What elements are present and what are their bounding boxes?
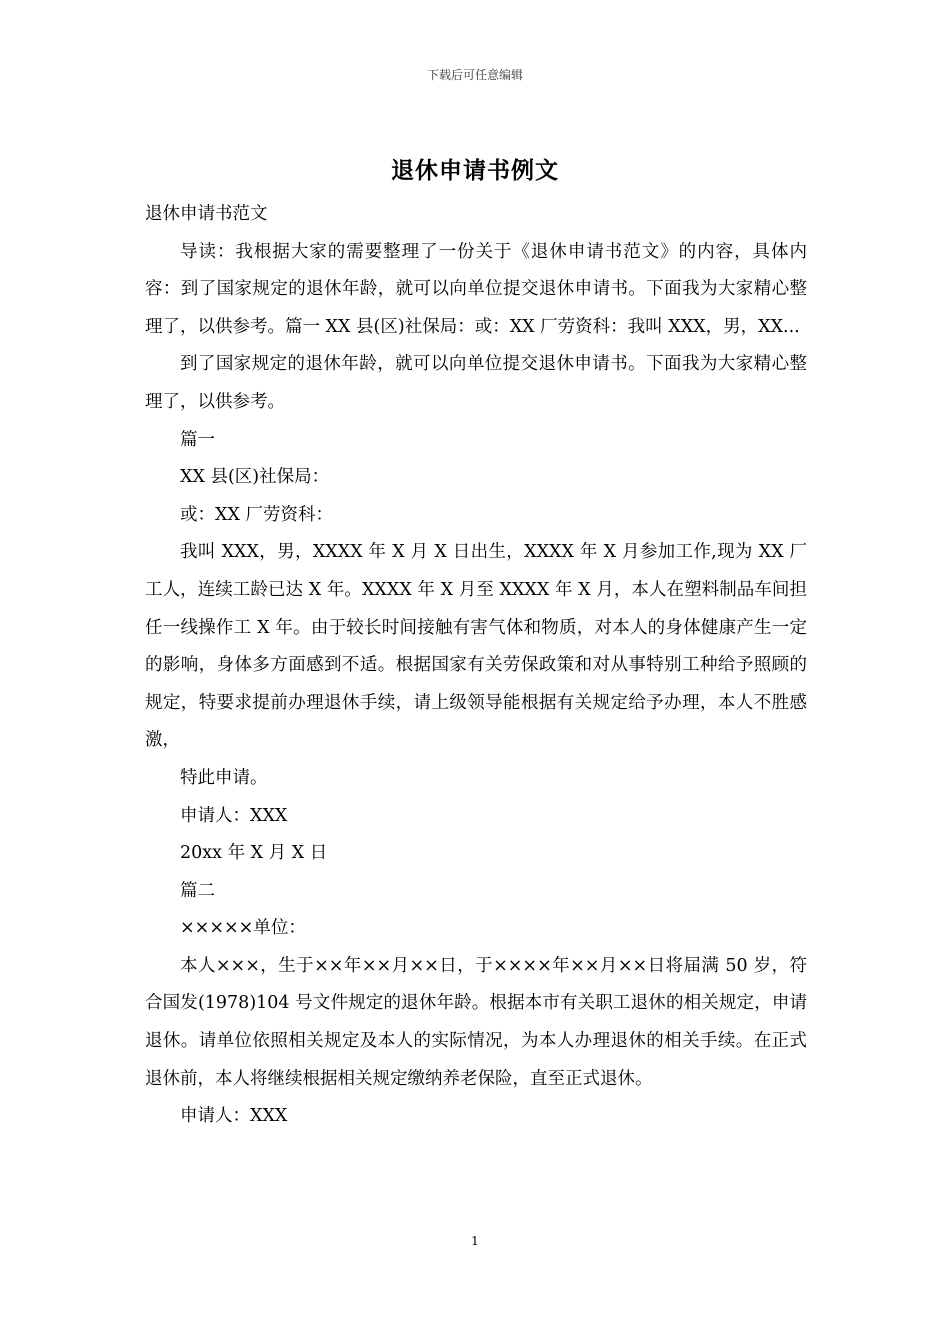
header-note: 下载后可任意编辑 [426,68,523,82]
paragraph: 退休申请书范文 [145,204,268,224]
paragraph: 申请人：XXX [180,805,288,826]
paragraph: 篇二 [180,880,215,901]
paragraph: XX 县(区)社保局： [180,467,330,488]
paragraph: 导读：我根据大家的需要整理了一份关于《退休申请书范文》的内容，具体内容：到了国家规定的退休年龄，就可以向单位提交退休申请书。下面我为大家精心整理了，以供参考。篇一 XX 县(区)社保局：或：XX 厂劳资科：我叫 XXX，男，XX... [145,241,807,337]
paragraph: 特此申请。 [180,767,268,788]
paragraph: 本人×××，生于××年××月××日，于××××年××月××日将届满 50 岁，符合国发(1978)104 号文件规定的退休年龄。根据本市有关职工退休的相关规定，申请退休。请单位依照相关规定及本人的实际情况，为本人办理退休的相关手续。在正式退休前，本人将继续根据相关规定缴纳养老保险，直至正式退休。 [145,955,807,1089]
page-number: 1 [471,1234,479,1248]
paragraph: 或：XX 厂劳资科： [180,504,333,525]
paragraph: 篇一 [180,429,215,450]
paragraph: ×××××单位： [180,918,306,939]
paragraph: 20xx 年 X 月 X 日 [180,843,328,864]
document-title: 退休申请书例文 [391,157,559,184]
paragraph: 我叫 XXX，男，XXXX 年 X 月 X 日出生，XXXX 年 X 月参加工作,现为 XX 厂工人，连续工龄已达 X 年。XXXX 年 X 月至 XXXX 年 X 月，本人在塑料制品车间担任一线操作工 X 年。由于较长时间接触有害气体和物质，对本人的身体健康产生一定的影响，身体多方面感到不适。根据国家有关劳保政策和对从事特别工种给予照顾的规定，特要求提前办理退休手续，请上级领导能根据有关规定给予办理，本人不胜感激， [145,542,807,751]
document-body [145,196,807,1136]
paragraph: 申请人：XXX [180,1106,288,1127]
paragraph: 到了国家规定的退休年龄，就可以向单位提交退休申请书。下面我为大家精心整理了，以供参考。 [145,354,807,412]
